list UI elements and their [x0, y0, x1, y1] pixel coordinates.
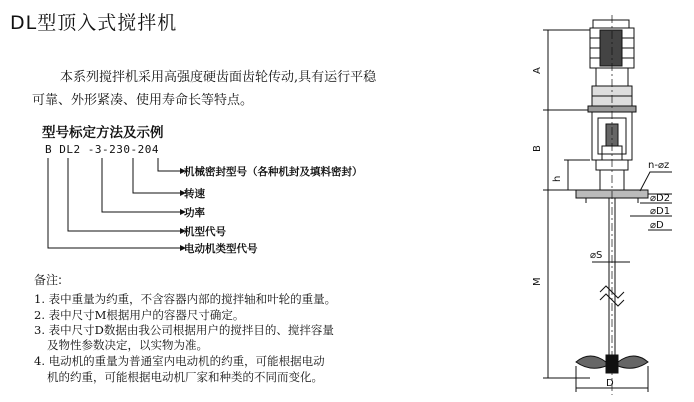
note-3-cont: 及物性参数决定，以实物为准。	[47, 338, 208, 352]
dim-holes-label: n-⌀z	[648, 160, 670, 171]
dim-A-label: A	[532, 67, 543, 74]
legend-model: 机型代号	[184, 226, 226, 238]
intro-line-2: 可靠、外形紧凑、使用寿命长等特点。	[32, 93, 254, 108]
legend-speed: 转速	[184, 188, 205, 200]
note-4-cont: 机的约重，可能根据电动机厂家和种类的不同而变化。	[47, 370, 323, 384]
dim-S-label: ⌀S	[590, 250, 603, 261]
legend-seal: 机械密封型号（各种机封及填料密封）	[184, 166, 363, 178]
note-1: 1. 表中重量为约重，不含容器内部的搅拌轴和叶轮的重量。	[34, 292, 337, 306]
note-3: 3. 表中尺寸D数据由我公司根据用户的搅拌目的、搅拌容量	[34, 323, 334, 337]
dim-B-label: B	[532, 145, 543, 152]
note-2: 2. 表中尺寸M根据用户的容器尺寸确定。	[34, 308, 245, 322]
page-title: DL型顶入式搅拌机	[10, 12, 178, 34]
dim-D2-label: ⌀D2	[650, 193, 671, 204]
dim-M-label: M	[532, 277, 543, 286]
legend-power: 功率	[184, 207, 205, 219]
dim-bottom-D-label: D	[606, 378, 614, 389]
note-4: 4. 电动机的重量为普通室内电动机的约重，可能根据电动	[34, 354, 325, 368]
model-code: B DL2 -3-230-204	[45, 143, 159, 156]
dim-D1-label: ⌀D1	[650, 206, 671, 217]
intro-line-1: 本系列搅拌机采用高强度硬齿面齿轮传动,具有运行平稳	[60, 70, 377, 85]
dim-D-label: ⌀D	[650, 220, 664, 231]
dim-h-label: h	[552, 175, 563, 182]
legend-motor-type: 电动机类型代号	[184, 243, 258, 255]
model-heading: 型号标定方法及示例	[42, 125, 164, 141]
notes-heading: 备注:	[34, 273, 63, 287]
